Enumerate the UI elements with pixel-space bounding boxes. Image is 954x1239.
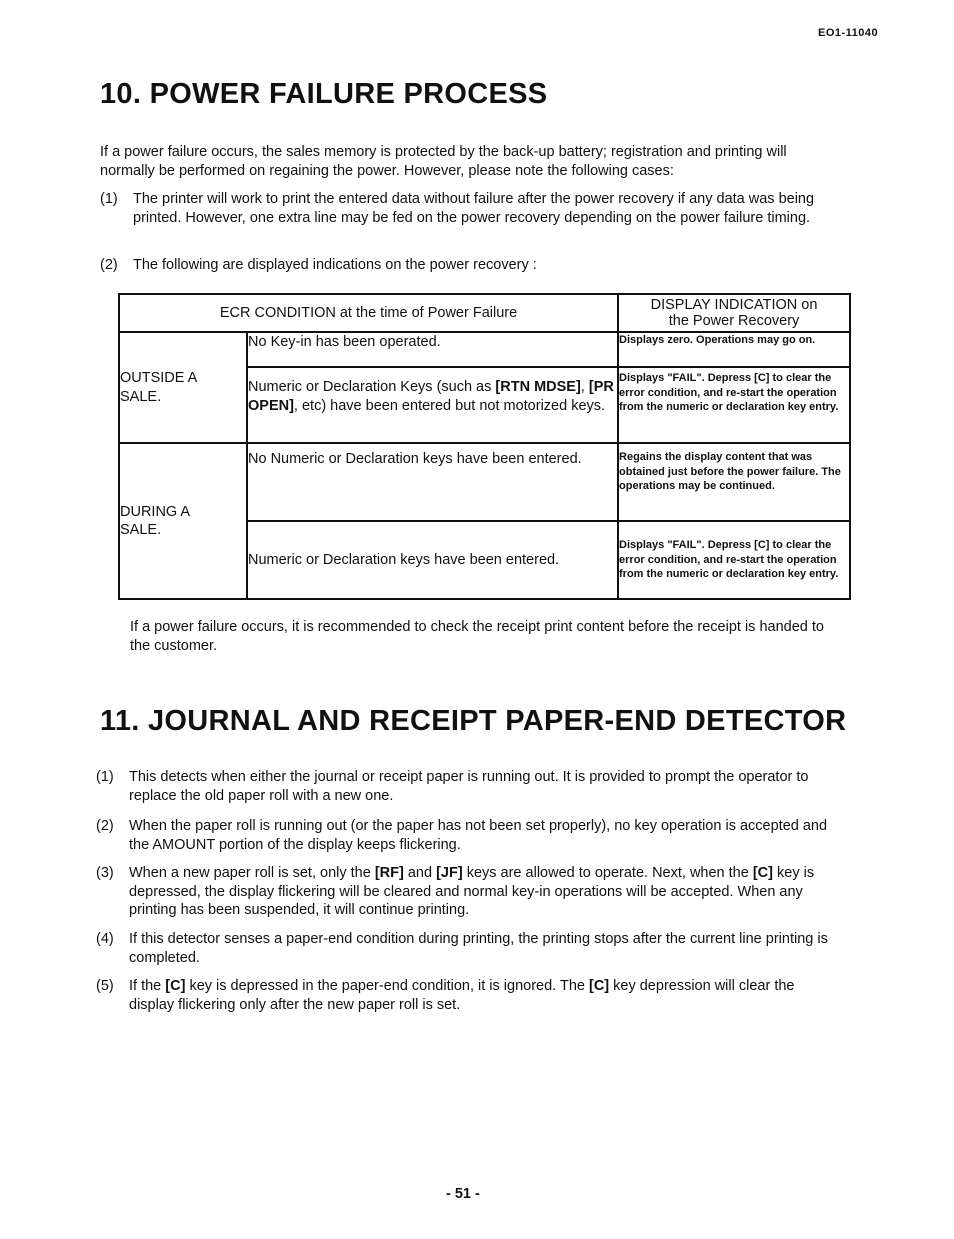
key-label: [JF] (436, 865, 463, 881)
condition-label-line2: SALE. (120, 388, 162, 405)
item-text (129, 864, 836, 920)
document-id: EO1-11040 (818, 27, 879, 39)
situation-cell (247, 332, 618, 367)
key-label: [C] (754, 539, 770, 552)
item-text-part: key is depressed, the display flickering will be cleared and normal key-in operations will be accepted. When any printing has been suspended, it will continue printing. (129, 865, 815, 918)
item-number: (4) (96, 931, 114, 947)
display-text: Displays "FAIL". Depress (619, 539, 755, 552)
display-cell (618, 443, 850, 521)
header-ecr-condition: ECR CONDITION at the time of Power Failure (119, 294, 618, 332)
item-text-part: keys are allowed to operate. Next, when the (462, 865, 753, 881)
situation-cell (247, 367, 618, 443)
key-label: [PR OPEN] (248, 379, 614, 414)
condition-label-line1: DURING A (120, 503, 191, 520)
item-text (129, 977, 836, 1014)
condition-label-line1: OUTSIDE A (120, 370, 198, 386)
item-number: (2) (96, 818, 114, 834)
item-text: The printer will work to print the entered data without failure after the power recovery if any data was being printed. However, one extra line may be fed on the power recovery depending on the power failure timing. (133, 191, 815, 226)
item-number: (1) (100, 191, 118, 207)
item-number: (5) (96, 978, 114, 994)
key-label: [RF] (374, 865, 404, 881)
situation-text: , (580, 379, 589, 395)
section-11-title: 11. JOURNAL AND RECEIPT PAPER-END DETECTOR (100, 705, 847, 737)
header-display-indication (618, 294, 850, 332)
item-text-part: key is depressed in the paper-end condition, it is ignored. The (185, 978, 589, 994)
item-text: The following are displayed indications on the power recovery : (133, 257, 537, 273)
display-text: to clear the error condition, and re-start the operation from the numeric or declaration key entry. (619, 372, 839, 413)
key-label: [C] (165, 978, 186, 994)
item-text-part: key depression will clear the display flickering only after the new paper roll is set. (129, 978, 795, 1013)
item-text: This detects when either the journal or receipt paper is running out. It is provided to prompt the operator to replace the old paper roll with a new one. (129, 769, 809, 804)
display-text: Displays zero. Operations may go on. (619, 334, 816, 346)
item-number: (2) (100, 257, 118, 273)
key-label: [C] (754, 372, 770, 384)
display-cell (618, 367, 850, 443)
item-number: (1) (96, 769, 114, 785)
display-text: Regains the display content that was obtained just before the power failure. The operations may be continued. (619, 451, 841, 492)
item-text: If this detector senses a paper-end condition during printing, the printing stops after the current line printing is completed. (129, 931, 828, 966)
key-label: [C] (752, 865, 773, 881)
situation-cell (247, 521, 618, 599)
situation-text: No Key-in has been operated. (248, 334, 441, 350)
situation-text: Numeric or Declaration Keys (such as (248, 379, 496, 395)
section-10-title: 10. POWER FAILURE PROCESS (100, 78, 548, 110)
item-text-part: If the (129, 978, 166, 994)
header-display-line2: the Power Recovery (668, 313, 800, 329)
key-label: [C] (588, 978, 610, 994)
situation-text: , etc) have been entered but not motorized keys. (293, 397, 606, 414)
situation-text: No Numeric or Declaration keys have been entered. (248, 451, 582, 467)
page-number: - 51 - (446, 1186, 480, 1202)
item-number: (3) (96, 865, 114, 881)
condition-outside-sale (119, 332, 247, 443)
situation-text: Numeric or Declaration keys have been entered. (248, 551, 560, 568)
display-text: to clear the error condition, and re-start the operation from the numeric or declaration key entry. (619, 539, 839, 581)
item-text-part: When a new paper roll is set, only the (129, 865, 375, 881)
item-text-part: and (403, 865, 437, 881)
item-text: When the paper roll is running out (or the paper has not been set properly), no key operation is accepted and the AMOUNT portion of the display keeps flickering. (129, 818, 828, 853)
power-recovery-table (118, 293, 851, 600)
section-10-note: If a power failure occurs, it is recommended to check the receipt print content before the receipt is handed to the customer. (130, 619, 824, 654)
section-10-intro: If a power failure occurs, the sales memory is protected by the back-up battery; registration and printing will normally be performed on regaining the power. However, please note the following cases: (100, 144, 787, 179)
condition-label-line2: SALE. (120, 522, 162, 538)
condition-during-sale (119, 443, 247, 599)
display-cell (618, 521, 850, 599)
header-display-line1: DISPLAY INDICATION on (650, 297, 818, 313)
key-label: [RTN MDSE] (495, 379, 581, 395)
situation-cell (247, 443, 618, 521)
display-text: Displays "FAIL". Depress (619, 372, 755, 384)
display-cell (618, 332, 850, 367)
